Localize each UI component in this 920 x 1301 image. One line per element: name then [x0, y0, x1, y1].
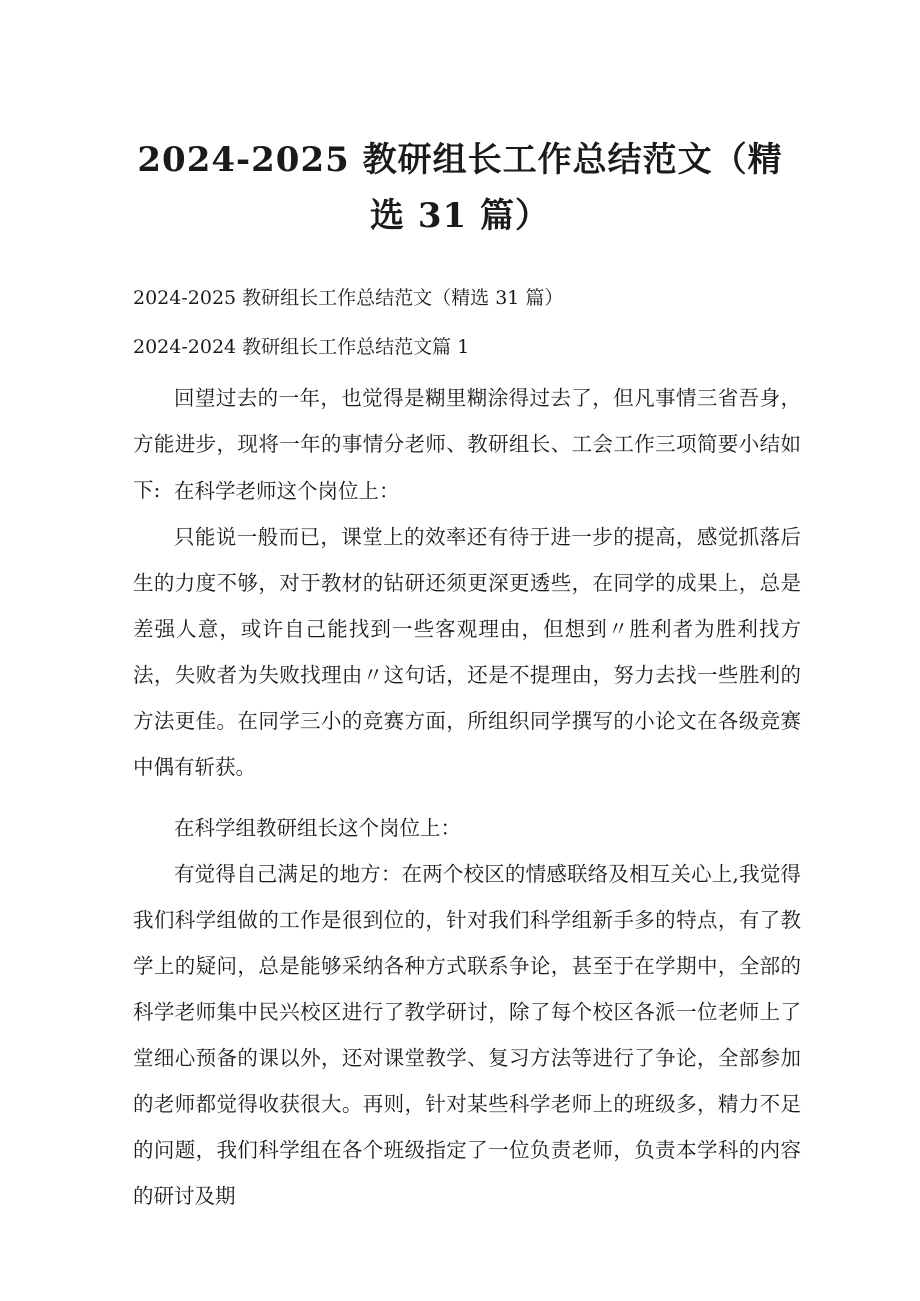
document-title: 2024-2025 教研组长工作总结范文（精选 31 篇）: [137, 140, 783, 236]
document-subtitle: 2024-2025 教研组长工作总结范文（精选 31 篇）: [133, 287, 564, 309]
paragraph-group-leader-body: 有觉得自己满足的地方：在两个校区的情感联络及相互关心上,我觉得我们科学组做的工作是很到位的，针对我们科学组新手多的特点，有了教学上的疑问，总是能够采纳各种方式联系争论，甚至于在学期中，全部的科学老师集中民兴校区进行了教学研讨，除了每个校区各派一位老师上了堂细心预备的课以外，还对课堂教学、复习方法等进行了争论，全部参加的老师都觉得收获很大。再则，针对某些科学老师上的班级多，精力不足的问题，我们科学组在各个班级指定了一位负责老师，负责本学科的内容的研讨及期: [133, 862, 801, 1208]
paragraph-science-teacher-body: 只能说一般而已，课堂上的效率还有待于进一步的提高，感觉抓落后生的力度不够，对于教材的钻研还须更深更透些，在同学的成果上，总是差强人意，或许自己能找到一些客观理由，但想到〃胜利者为胜利找方法，失败者为失败找理由〃这句话，还是不提理由，努力去找一些胜利的方法更佳。在同学三小的竞赛方面，所组织同学撰写的小论文在各级竞赛中偶有斩获。: [133, 525, 801, 779]
paragraph-group-leader-heading: 在科学组教研组长这个岗位上：: [174, 816, 461, 840]
paragraph-science-teacher-heading: 在科学老师这个岗位上：: [174, 479, 400, 503]
section-heading: 2024-2024 教研组长工作总结范文篇 1: [133, 336, 470, 358]
paragraph-intro: 回望过去的一年，也觉得是糊里糊涂得过去了，但凡事情三省吾身，方能进步，现将一年的事情分老师、教研组长、工会工作三项简要小结如下:: [133, 386, 801, 502]
